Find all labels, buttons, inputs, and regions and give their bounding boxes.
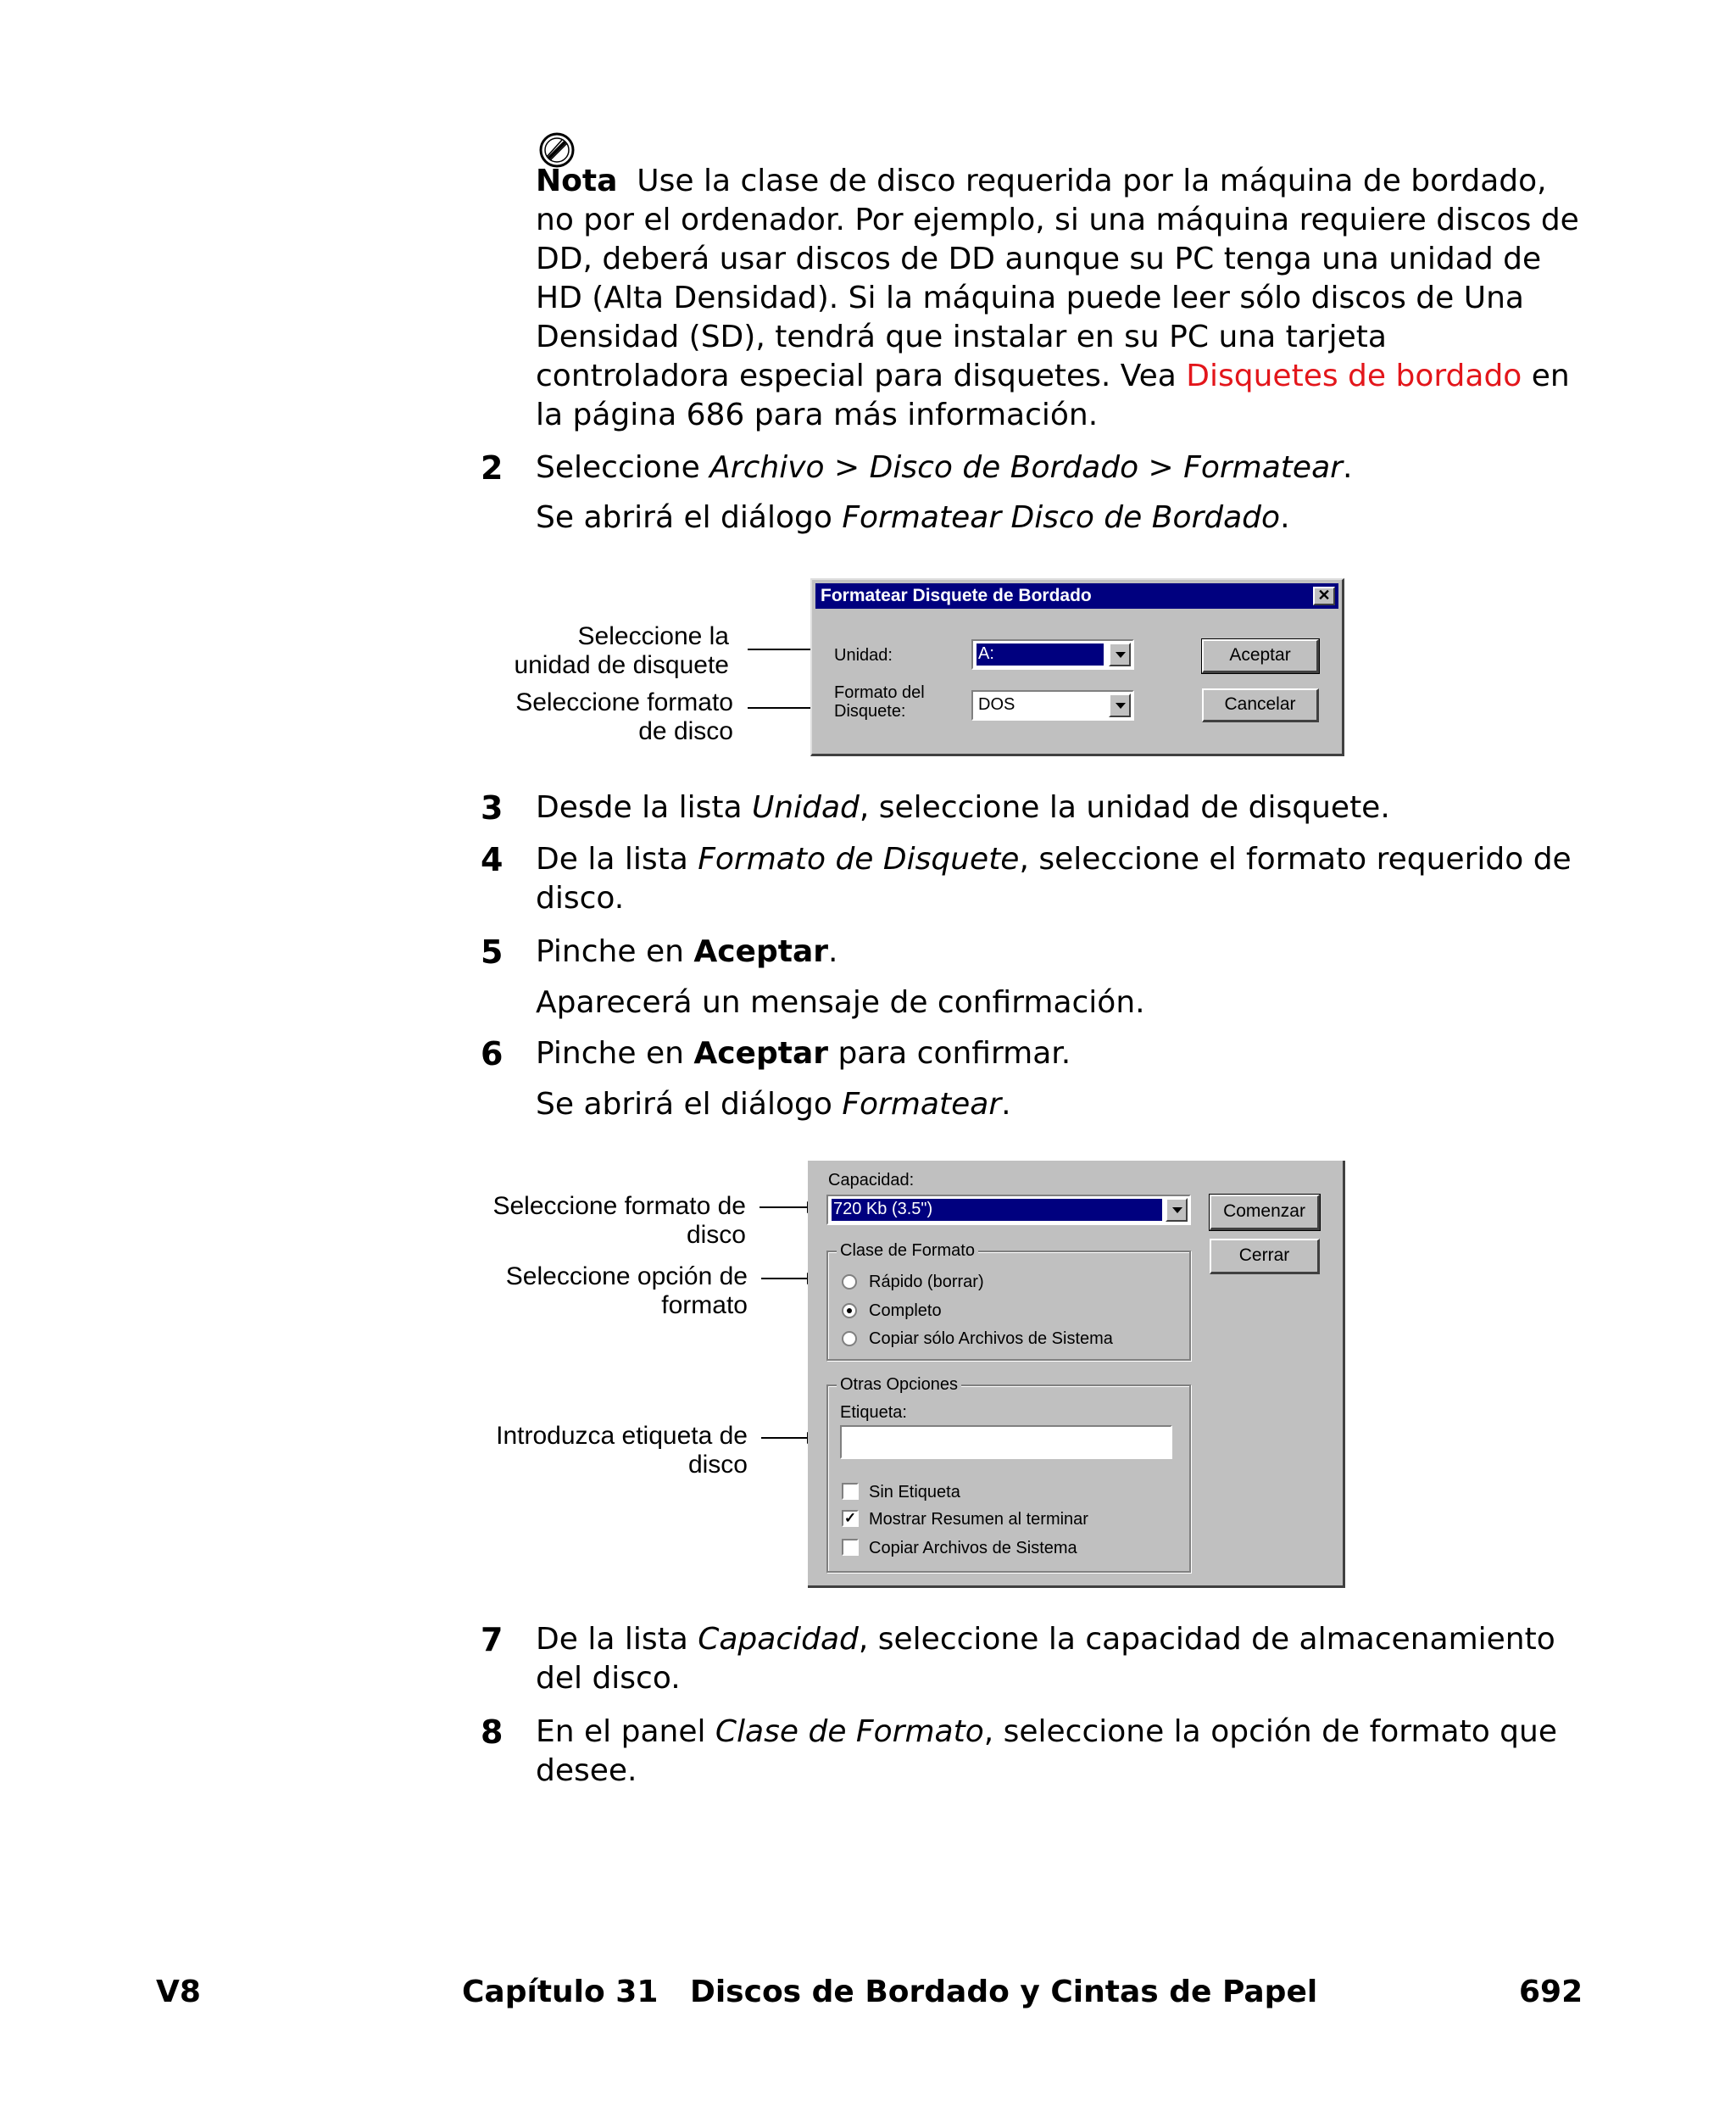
note-text-end: en la página 686 para más información. [536, 359, 1570, 432]
chevron-down-icon[interactable] [1166, 1198, 1188, 1222]
note-text: Use la clase de disco requerida por la máquina de bordado, no por el ordenador. Por ejemplo, si una máquina requiere discos de DD, deberá usar discos de DD aunque su PC tenga una unidad de HD (Alta Densidad). Si la máquina puede leer sólo discos de Una Densidad (SD), tendrá que instalar en su PC una tarjeta controladora especial para disquetes. Vea [536, 164, 1579, 393]
footer-chapter: Capítulo 31 Discos de Bordado y Cintas de Papel [462, 1975, 1318, 2009]
unidad-label: Unidad: [834, 646, 893, 665]
step-5-followup: Aparecerá un mensaje de confirmación. [536, 985, 1145, 1020]
radio-completo-label: Completo [869, 1301, 942, 1320]
close-icon[interactable]: ✕ [1313, 587, 1335, 605]
radio-rapido[interactable] [842, 1274, 857, 1290]
check-mostrar-label: Mostrar Resumen al terminar [869, 1510, 1088, 1529]
callout-unidad: Seleccione la unidad de disquete [514, 622, 729, 679]
cerrar-button[interactable]: Cerrar [1210, 1239, 1320, 1274]
callout-etiqueta: Introduzca etiqueta de disco [496, 1422, 748, 1479]
group-label: Clase de Formato [837, 1240, 978, 1261]
clase-formato-group [826, 1241, 1191, 1361]
chevron-down-icon[interactable] [1109, 694, 1131, 717]
aceptar-button[interactable]: Aceptar [1202, 639, 1319, 673]
step-2-text: Seleccione Archivo > Disco de Bordado > Formatear. [536, 450, 1353, 485]
footer-version: V8 [156, 1975, 201, 2009]
step-5-text: Pinche en Aceptar. [536, 934, 838, 969]
footer-page-number: 692 [1519, 1975, 1583, 2009]
step-3-text: Desde la lista Unidad, seleccione la unidad de disquete. [536, 790, 1390, 825]
otras-opciones-group [826, 1375, 1191, 1573]
radio-rapido-label: Rápido (borrar) [869, 1273, 984, 1291]
check-copiar-label: Copiar Archivos de Sistema [869, 1539, 1077, 1557]
check-copiar-archivos[interactable] [842, 1539, 859, 1556]
etiqueta-label: Etiqueta: [840, 1403, 907, 1422]
callout-capacidad: Seleccione formato de disco [492, 1192, 746, 1249]
unidad-select[interactable]: A: [971, 639, 1134, 670]
step-number: 3 [481, 789, 504, 827]
etiqueta-input[interactable] [840, 1425, 1172, 1459]
formato-select[interactable]: DOS [971, 690, 1134, 721]
step-7-text: De la lista Capacidad, seleccione la capacidad de almacenamiento del disco. [536, 1622, 1555, 1696]
radio-copiar-sistema[interactable] [842, 1331, 857, 1346]
step-6-followup: Se abrirá el diálogo Formatear. [536, 1087, 1011, 1122]
note-paragraph [536, 162, 1587, 435]
group-label: Otras Opciones [837, 1374, 961, 1395]
comenzar-button[interactable]: Comenzar [1210, 1195, 1320, 1230]
step-2-followup: Se abrirá el diálogo Formatear Disco de Bordado. [536, 500, 1290, 535]
step-8-text: En el panel Clase de Formato, seleccione la opción de formato que desee. [536, 1714, 1557, 1788]
check-sin-etiqueta[interactable] [842, 1483, 859, 1500]
check-sin-label: Sin Etiqueta [869, 1483, 960, 1501]
step-number: 6 [481, 1035, 504, 1072]
capacidad-label: Capacidad: [828, 1171, 915, 1189]
formato-label: Formato del Disquete: [834, 683, 925, 721]
chevron-down-icon[interactable] [1109, 643, 1131, 666]
format-dialog [810, 578, 1344, 756]
formatear-dialog [808, 1161, 1345, 1588]
dialog-titlebar: Formatear Disquete de Bordado ✕ [815, 583, 1338, 609]
callout-formato: Seleccione formato de disco [515, 688, 733, 745]
cancelar-button[interactable]: Cancelar [1202, 688, 1319, 722]
callout-opcion: Seleccione opción de formato [505, 1262, 748, 1319]
step-number: 2 [481, 449, 504, 487]
note-link[interactable]: Disquetes de bordado [1186, 359, 1522, 393]
radio-completo[interactable] [842, 1303, 857, 1318]
step-number: 7 [481, 1621, 504, 1658]
note-label: Nota [536, 164, 618, 198]
check-mostrar-resumen[interactable]: ✓ [842, 1510, 859, 1527]
step-4-text: De la lista Formato de Disquete, seleccione el formato requerido de disco. [536, 842, 1572, 916]
step-number: 5 [481, 933, 504, 971]
capacidad-select[interactable]: 720 Kb (3.5") [826, 1195, 1191, 1225]
step-number: 4 [481, 841, 504, 878]
step-number: 8 [481, 1713, 504, 1751]
step-6-text: Pinche en Aceptar para confirmar. [536, 1036, 1071, 1071]
radio-copiar-label: Copiar sólo Archivos de Sistema [869, 1329, 1113, 1348]
